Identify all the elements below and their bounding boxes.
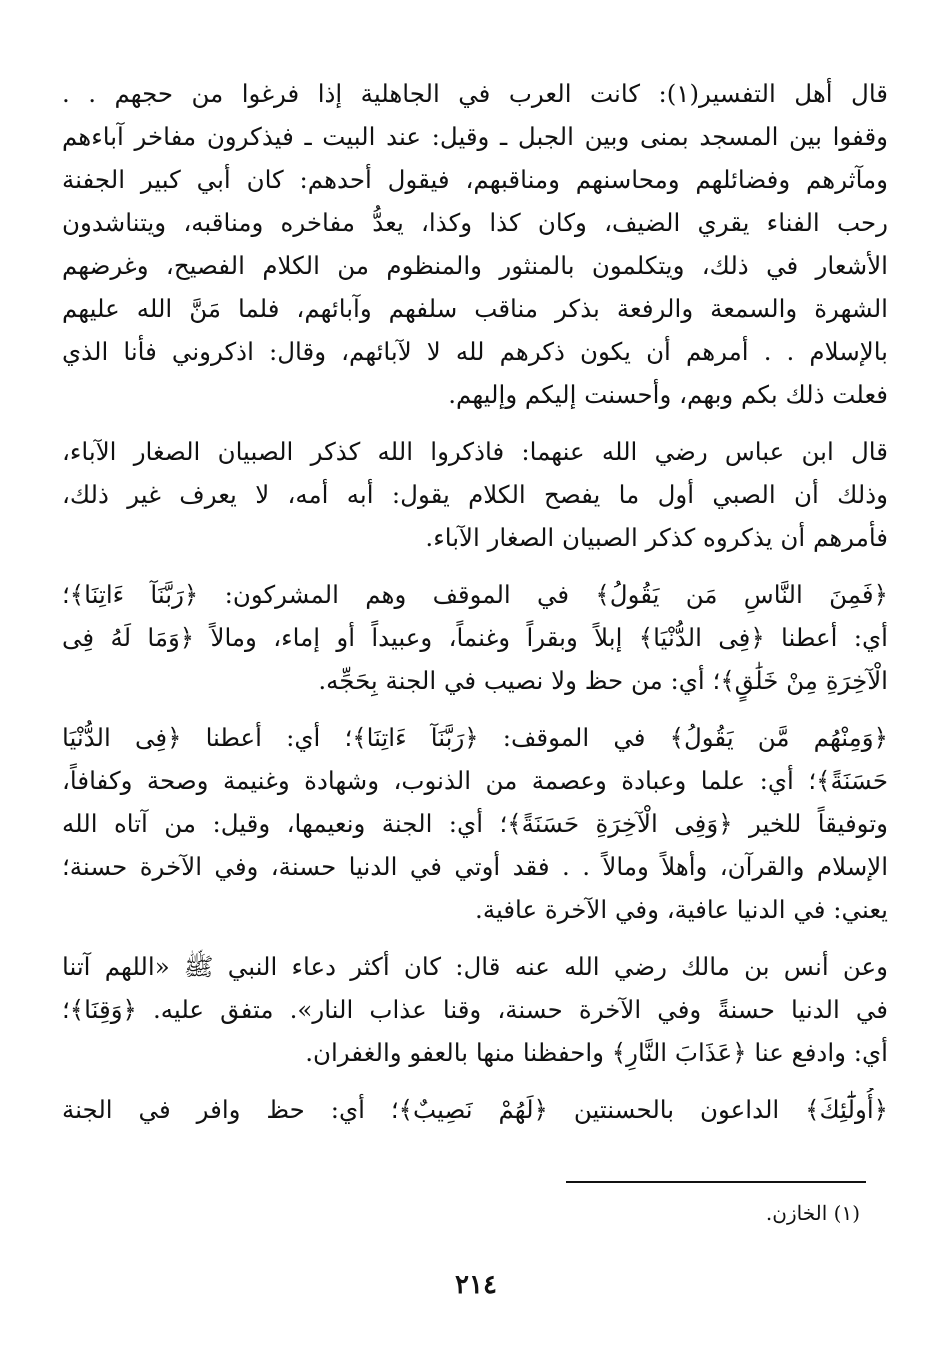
paragraph-second-group: [62, 716, 888, 931]
text-line: الشهرة والسمعة والرفعة بذكر مناقب سلفهم وآبائهم، فلما مَنَّ الله عليهم: [62, 294, 888, 323]
text-line: ﴿فَمِنَ النَّاسِ مَن يَقُولُ﴾ في الموقف وهم المشركون: ﴿رَبَّنَآ ءَاتِنَا﴾؛: [62, 580, 888, 609]
text-line: ومآثرهم وفضائلهم ومحاسنهم ومناقبهم، فيقول أحدهم: كان أبي كبير الجفنة: [62, 165, 888, 194]
text-line: قال ابن عباس رضي الله عنهما: فاذكروا الله كذكر الصبيان الصغار الآباء،: [62, 437, 888, 466]
page-body: [62, 72, 888, 1131]
page-number: ٢١٤: [455, 1270, 497, 1300]
text-line: رحب الفناء يقري الضيف، وكان كذا وكذا، يعدُّ مفاخره ومناقبه، ويتناشدون: [62, 208, 888, 237]
text-line: في الدنيا حسنةً وفي الآخرة حسنة، وقنا عذاب النار». متفق عليه. ﴿وَقِنَا﴾؛: [62, 995, 888, 1024]
text-line: وذلك أن الصبي أول ما يفصح الكلام يقول: أبه أمه، لا يعرف غير ذلك،: [62, 480, 888, 509]
text-line: ﴿وَمِنْهُم مَّن يَقُولُ﴾ في الموقف: ﴿رَبَّنَآ ءَاتِنَا﴾؛ أي: أعطنا ﴿فِى الدُّنْيَا: [62, 723, 888, 752]
paragraph-anas-hadith: [62, 945, 888, 1074]
text-line: الْآخِرَةِ مِنْ خَلَٰقٍ﴾؛ أي: من حظ ولا نصيب في الجنة بِحَجِّه.: [318, 666, 888, 695]
paragraph-tafsir-intro: [62, 72, 888, 416]
text-line: فأمرهم أن يذكروه كذكر الصبيان الصغار الآباء.: [425, 523, 888, 552]
text-line: وعن أنس بن مالك رضي الله عنه قال: كان أكثر دعاء النبي ﷺ «اللهم آتنا: [62, 952, 888, 981]
text-line: الإسلام والقرآن، وأهلاً ومالاً . . فقد أوتي في الدنيا حسنة، وفي الآخرة حسنة؛: [62, 852, 888, 881]
paragraph-ibn-abbas: [62, 430, 888, 559]
text-line: ﴿أُولَٰٓئِكَ﴾ الداعون بالحسنتين ﴿لَهُمْ نَصِيبٌ﴾؛ أي: حظ وافر في الجنة: [62, 1095, 888, 1124]
paragraph-first-group: [62, 573, 888, 702]
text-line: وتوفيقاً للخير ﴿وَفِى الْآخِرَةِ حَسَنَةً﴾؛ أي: الجنة ونعيمها، وقيل: من آتاه الله: [62, 809, 888, 838]
text-line: الأشعار في ذلك، ويتكلمون بالمنثور والمنظوم من الكلام الفصيح، وغرضهم: [62, 251, 888, 280]
text-line: فعلت ذلك بكم وبهم، وأحسنت إليكم وإليهم.: [448, 380, 888, 409]
text-line: أي: أعطنا ﴿فِى الدُّنْيَا﴾ إبلاً وبقراً وغنماً، وعبيداً أو إماء، ومالاً ﴿وَمَا لَهُ فِى: [62, 623, 888, 652]
text-line: وقفوا بين المسجد بمنى وبين الجبل ـ وقيل: عند البيت ـ فيذكرون مفاخر آباءهم: [62, 122, 888, 151]
footnote: (١) الخازن.: [765, 1201, 860, 1225]
paragraph-ulaika: [62, 1088, 888, 1131]
text-line: بالإسلام . . أمرهم أن يكون ذكرهم لله لا لآبائهم، وقال: اذكروني فأنا الذي: [62, 337, 888, 366]
footnote-separator: [566, 1181, 866, 1183]
text-line: قال أهل التفسير(١): كانت العرب في الجاهلية إذا فرغوا من حجهم . .: [62, 79, 888, 108]
text-line: حَسَنَةً﴾؛ أي: علما وعبادة وعصمة من الذنوب، وشهادة وغنيمة وصحة وكفافاً،: [62, 766, 888, 795]
text-line: أي: وادفع عنا ﴿عَذَابَ النَّارِ﴾ واحفظنا منها بالعفو والغفران.: [305, 1038, 888, 1067]
text-line: يعني: في الدنيا عافية، وفي الآخرة عافية.: [475, 895, 888, 924]
